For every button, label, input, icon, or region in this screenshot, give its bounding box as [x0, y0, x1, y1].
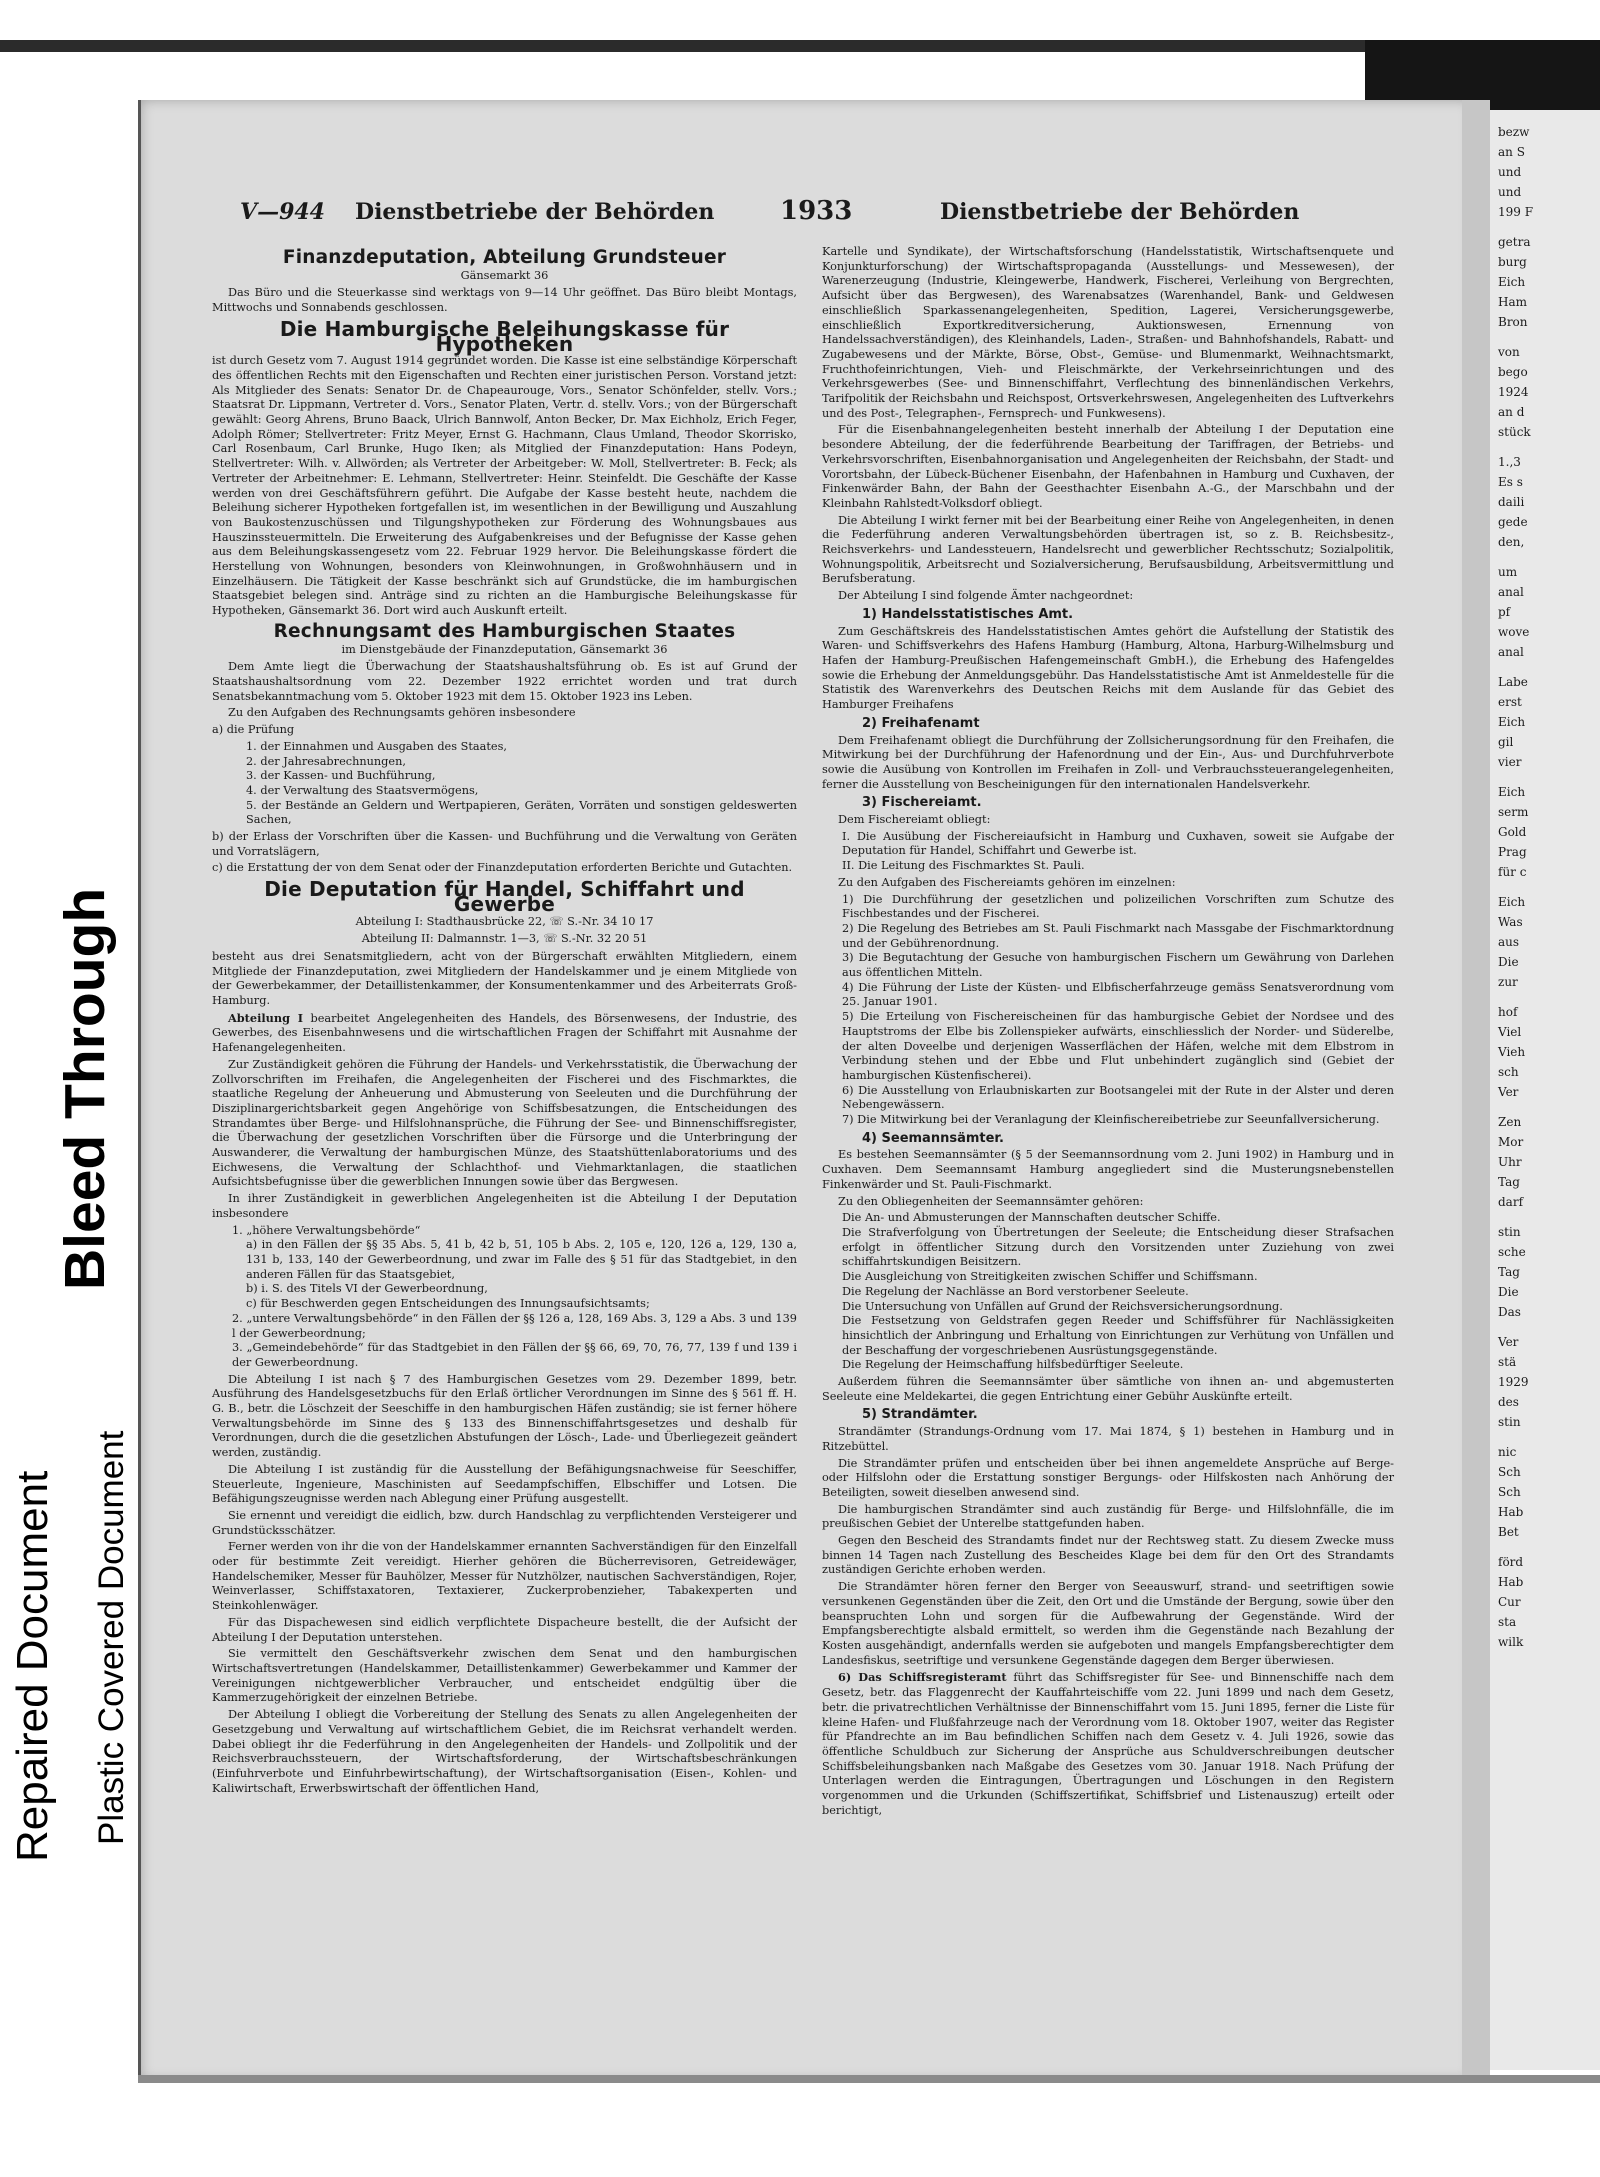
list-item: 3) Die Begutachtung der Gesuche von hamburgischen Fischern um Gewährung von Darlehen aus öffentlichen Mitteln.	[842, 951, 1394, 980]
section-address: im Dienstgebäude der Finanzdeputation, Gänsemarkt 36	[341, 642, 668, 656]
list-item: 5. der Bestände an Geldern und Wertpapieren, Geräten, Vorräten und sonstigen geldeswerten Sachen,	[246, 798, 797, 827]
facing-page-fragment-line: Hab	[1498, 1575, 1524, 1589]
facing-page-fragment-line: 199 F	[1498, 205, 1534, 219]
facing-page-fragment-line: pf	[1498, 605, 1511, 619]
facing-page-fragment-line: Das	[1498, 1305, 1521, 1319]
list-item: Die Regelung der Nachlässe an Bord verstorbener Seeleute.	[842, 1284, 1189, 1298]
office-heading: 1) Handelsstatistisches Amt.	[862, 606, 1074, 622]
facing-page-fragment-line: Prag	[1498, 845, 1527, 859]
list-item: 3. der Kassen- und Buchführung,	[246, 769, 436, 783]
facing-page-fragment-line: Was	[1498, 915, 1523, 929]
facing-page-fragment-line: von	[1498, 345, 1520, 359]
list-item: a) in den Fällen der §§ 35 Abs. 5, 41 b, 42 b, 51, 105 b Abs. 2, 105 e, 120, 126 a, 129, 130 a, 131 b, 133, 140 der Gewerbeordnung, und zwar im Falle des § 51 für das Stadtgebiet, in den anderen Fällen für das Staatsgebiet,	[246, 1238, 797, 1281]
list-item: c) für Beschwerden gegen Entscheidungen des Innungsaufsichtsamts;	[246, 1297, 650, 1311]
list-item: 2. „untere Verwaltungsbehörde“ in den Fällen der §§ 126 a, 128, 169 Abs. 3, 129 a Abs. 3 und 139 l der Gewerbeordnung;	[232, 1311, 797, 1340]
facing-page-fragment-line: Cur	[1498, 1595, 1521, 1609]
facing-page-fragment-line: 1929	[1498, 1375, 1529, 1389]
paragraph: Dem Fischereiamt obliegt:	[838, 813, 991, 827]
inline-heading: 6) Das Schiffsregisteramt	[838, 1670, 1007, 1685]
paragraph	[212, 1011, 797, 1056]
paragraph: Zu den Aufgaben des Rechnungsamts gehören insbesondere	[228, 706, 576, 720]
facing-page-fragment-line: Eich	[1498, 715, 1526, 729]
list-heading: a) die Prüfung	[212, 723, 295, 737]
paragraph: Strandämter (Strandungs-Ordnung vom 17. Mai 1874, § 1) bestehen in Hamburg und in Ritzebüttel.	[822, 1425, 1394, 1453]
facing-page-fragment-line: gil	[1498, 735, 1514, 749]
facing-page-fragment-line: stin	[1498, 1225, 1521, 1239]
section-address: Abteilung I: Stadthausbrücke 22, ☏ S.-Nr. 34 10 17	[355, 914, 654, 928]
office-heading: 5) Strandämter.	[862, 1407, 978, 1423]
scan-edge	[0, 40, 1600, 52]
paragraph: besteht aus drei Senatsmitgliedern, acht von der Bürgerschaft erwählten Mitgliedern, einem Mitgliede der Finanzdeputation, zwei Mitgliedern der Handelskammer und je einem Mitgliede von der Gewerbekammer, der Detaillistenkammer, der Konsumentenkammer und des Arbeiterrats Groß-Hamburg.	[212, 949, 797, 1008]
office-heading: 4) Seemannsämter.	[862, 1130, 1004, 1146]
facing-page-fragment-line: Sch	[1498, 1465, 1521, 1479]
facing-page-fragment-line: 1924	[1498, 385, 1529, 399]
facing-page-fragment-line: Eich	[1498, 895, 1526, 909]
facing-page-fragment	[1490, 110, 1600, 2070]
paragraph: Die hamburgischen Strandämter sind auch zuständig für Berge- und Hilfslohnfälle, die im preußischen Gebiet der Unterelbe stattgefunden haben.	[822, 1502, 1394, 1531]
paragraph: Zu den Aufgaben des Fischereiamts gehören im einzelnen:	[838, 875, 1176, 889]
facing-page-fragment-line: stä	[1498, 1355, 1517, 1369]
facing-page-fragment-line: wove	[1498, 625, 1530, 639]
list-item: Die Strafverfolgung von Übertretungen der Seeleute; die Entscheidung dieser Strafsachen erfolgt in öffentlicher Sitzung durch den Vorsitzenden unter Zuziehung von zwei schiffahrtskundigen Beisitzern.	[842, 1226, 1394, 1269]
list-item: 2) Die Regelung des Betriebes am St. Pauli Fischmarkt nach Massgabe der Fischmarktordnung und der Gebührenordnung.	[842, 921, 1394, 950]
facing-page-fragment-line: nic	[1498, 1445, 1517, 1459]
paragraph: Außerdem führen die Seemannsämter über sämtliche von ihnen an- und abgemusterten Seeleute eine Meldekartei, die gegen Entrichtung einer Gebühr Auskünfte erteilt.	[822, 1375, 1394, 1403]
facing-page-fragment-line: Ham	[1498, 295, 1527, 309]
facing-page-fragment-line: Zen	[1498, 1115, 1522, 1129]
facing-page-fragment-line: an S	[1498, 145, 1525, 159]
paragraph: Die Strandämter prüfen und entscheiden über bei ihnen angemeldete Ansprüche auf Berge- oder Hilfslohn oder die Erstattung sonstiger Bergungs- oder Hilfskosten nach Anhörung der Beteiligten, soweit dieselben anwesend sind.	[822, 1456, 1394, 1499]
header-year: 1933	[780, 196, 853, 226]
facing-page-fragment-line: zur	[1498, 975, 1518, 989]
paragraph-text: führt das Schiffsregister für See- und Binnenschiffe nach dem Gesetz, betr. das Flaggenrecht der Kauffahrteischiffe vom 22. Juni 1899 und nach dem Gesetz, betr. die privatrechtlichen Verhältnisse der Binnenschiffahrt vom 15. Juni 1895, ferner die Liste für kleine Hafen- und Flußfahrzeuge nach der Verordnung vom 18. Oktober 1907, weiter das Register für Pfandrechte an im Bau befindlichen Schiffen nach dem Gesetz v. 4. Juli 1926, sowie das öffentliche Schuldbuch zur Sicherung der Ansprüche aus Schuldverschreibungen deutscher Schiffsbeleihungsbanken nach Maßgabe des Gesetzes vom 30. Januar 1918. Nach Prüfung der Unterlagen werden die Eintragungen, Übertragungen und Löschungen in den Registern vorgenommen und die Urkunden (Schiffszertifikat, Schiffsbrief und Listenauszug) erteilt oder berichtigt,	[822, 1671, 1394, 1817]
facing-page-fragment-line: bezw	[1498, 125, 1530, 139]
facing-page-fragment-line: daili	[1498, 495, 1525, 509]
list-item: Die Festsetzung von Geldstrafen gegen Reeder und Schiffsführer für Nachlässigkeiten hinsichtlich der Anbringung und Erhaltung von Einrichtungen zur Verhütung von Unfällen und der Beschaffung der vorgeschriebenen Ausrüstungsgegenstände.	[842, 1314, 1394, 1357]
audit-list	[212, 740, 797, 828]
book-gutter	[1462, 100, 1490, 2080]
paragraph: Ferner werden von ihr die von der Handelskammer ernannten Sachverständigen für den Einzelfall oder für bestimmte Zeit vereidigt. Hierher gehören die Bücherrevisoren, Getreidewäger, Handelschemiker, Messer für Bauhölzer, Messer für Nutzhölzer, nautischen Sachverständigen, Rojer, Weinverlasser, Schiffstaxatoren, Textaxierer, Zuckerprobenzieher, Tabakexperten und Steinkohlenwäger.	[212, 1540, 797, 1613]
paragraph: ist durch Gesetz vom 7. August 1914 gegründet worden. Die Kasse ist eine selbständige Körperschaft des öffentlichen Rechts mit den Eigenschaften und Rechten einer juristischen Person. Vorstand jetzt: Als Mitglieder des Senats: Senator Dr. de Chapeaurouge, Vors., Senator Schönfelder, stellv. Vors.; Staatsrat Dr. Lippmann, Vertreter d. Vors., Senator Platen, Vertr. d. stellv. Vors.; von der Bürgerschaft gewählt: Georg Ahrens, Bruno Baack, Ulrich Bannwolf, Anton Becker, Dr. Max Eichholz, Erich Feger, Adolph Römer; Stellvertreter: Fritz Meyer, Ernst G. Hachmann, Claus Umland, Theodor Skorrisko, Carl Rosenbaum, Carl Brunke, Hugo Iken; als Mitglied der Finanzdeputation: Hans Podeyn, Stellvertreter: Wilh. v. Allwörden; als Vertreter der Arbeitgeber: W. Moll, Stellvertreter: B. Feck; als Vertreter der Arbeitnehmer: E. Lehmann, Stellvertreter: Heinr. Steinfeldt. Die Geschäfte der Kasse werden von drei Geschäftsführern geführt. Die Aufgabe der Kasse besteht heute, nachdem die Beleihung sicherer Hypotheken fortgefallen ist, im wesentlichen in der Bewilligung und Auszahlung von Baukostenzuschüssen und Tilgungshypotheken zur Förderung des Wohnungsbaues aus Hauszinssteuermitteln. Die Erweiterung des Aufgabenkreises und der Befugnisse der Kasse gehen aus dem Beleihungskassengesetz vom 22. Februar 1929 hervor. Die Beleihungskasse fördert die Herstellung von Wohnungen, besonders von Kleinwohnungen, in Großwohnhäusern und in Einzelhäusern. Die Tätigkeit der Kasse beschränkt sich auf Grundstücke, die im hamburgischen Staatsgebiet belegen sind. Anträge sind zu richten an die Hamburgische Beleihungskasse für Hypotheken, Gänsemarkt 36. Dort wird auch Auskunft erteilt.	[212, 354, 797, 618]
list-item: 1. der Einnahmen und Ausgaben des Staates,	[246, 739, 507, 753]
paragraph: Zu den Obliegenheiten der Seemannsämter gehören:	[838, 1194, 1144, 1208]
list-item: b) i. S. des Titels VI der Gewerbeordnung,	[246, 1282, 488, 1296]
list-item: 7) Die Mitwirkung bei der Veranlagung der Kleinfischereibetriebe zur Seeunfallversicherung.	[842, 1113, 1380, 1127]
right-column	[822, 245, 1394, 1820]
section-title: Die Deputation für Handel, Schiffahrt und Gewerbe	[264, 877, 745, 916]
paragraph: Die Strandämter hören ferner den Berger von Seeauswurf, strand- und seetriftigen sowie versunkenen Gegenständen über die Zeit, den Ort und die Umstände der Bergung, sowie über den beanspruchten Lohn und sorgen für die Aufbewahrung der Gegenstände. Wird der Empfangsberechtigte alsbald ermittelt, so werden ihm die Gegenstände nach Bezahlung der Kosten ausgehändigt, andernfalls werden sie aufgeboten und mangels Empfangsberechtigter dem Landesfiskus, seetriftige und versunkene Gegenstände dagegen dem Berger überwiesen.	[822, 1580, 1394, 1667]
paragraph: Das Büro und die Steuerkasse sind werktags von 9—14 Uhr geöffnet. Das Büro bleibt Montags, Mittwochs und Sonnabends geschlossen.	[212, 286, 797, 315]
fishery-tasks-list	[822, 893, 1394, 1128]
list-item: Die Ausgleichung von Streitigkeiten zwischen Schiffer und Schiffsmann.	[842, 1270, 1258, 1284]
paragraph: Zum Geschäftskreis des Handelsstatistischen Amtes gehört die Aufstellung der Statistik des Waren- und Schiffsverkehrs des Hafens Hamburg (Hamburg, Altona, Harburg-Wilhelmsburg und Hafen der Hamburg-Preußischen Hafengemeinschaft GmbH.), die Erhebung des Hafengeldes sowie die Erhebung der Anmeldungsgebühr. Das Handelsstatistische Amt ist Anmeldestelle für die Statistik des Warenverkehrs des Deutschen Reichs mit dem Auslande für das Gebiet des Hamburger Freihafens	[822, 624, 1394, 712]
facing-page-fragment-line: anal	[1498, 585, 1524, 599]
list-item: 4) Die Führung der Liste der Küsten- und Elbfischerfahrzeuge gemäss Senatsverordnung vom 25. Januar 1901.	[842, 980, 1394, 1009]
authority-list	[212, 1224, 797, 1371]
facing-page-fragment-line: wilk	[1498, 1635, 1524, 1649]
list-item: b) der Erlass der Vorschriften über die Kassen- und Buchführung und die Verwaltung von Geräten und Vorratslägern,	[212, 830, 797, 858]
facing-page-fragment-line: Ver	[1498, 1335, 1519, 1349]
facing-page-fragment-line: burg	[1498, 255, 1527, 269]
facing-page-fragment-line: aus	[1498, 935, 1520, 949]
plastic-covered-label: Plastic Covered Document	[92, 1430, 131, 1845]
facing-page-fragment-line: getra	[1498, 235, 1531, 249]
paragraph: Gegen den Bescheid des Strandamts findet nur der Rechtsweg statt. Zu diesem Zwecke muss binnen 14 Tagen nach Zustellung des Bescheides Klage bei dem für den Ort des Strandamts zuständigen Gerichte erhoben werden.	[822, 1534, 1394, 1577]
inline-heading: Abteilung I	[228, 1010, 304, 1025]
facing-page-fragment-line: und	[1498, 185, 1522, 199]
section-title: Die Hamburgische Beleihungskasse für Hypotheken	[279, 316, 730, 356]
paragraph: Die Abteilung I ist nach § 7 des Hamburgischen Gesetzes vom 29. Dezember 1899, betr. Ausführung des Handelsgesetzbuchs für den Erlaß örtlicher Verordnungen im Sinne des § 561 ff. H. G. B., betr. die Löschzeit der Seeschiffe in den hamburgischen Häfen zuständig; sie ist ferner höhere Verwaltungsbehörde im Sinne des § 133 des Binnenschiffahrtsgesetzes und deshalb für Verordnungen, durch die die gesetzlichen Abstufungen der Lösch-, Lade- und Überliegezeit geändert werden, zuständig.	[212, 1372, 797, 1460]
running-header	[240, 196, 1400, 230]
paragraph: Dem Amte liegt die Überwachung der Staatshaushaltsführung ob. Es ist auf Grund der Staatshaushaltsordnung vom 22. Dezember 1922 errichtet worden und trat durch Senatsbekanntmachung vom 5. Oktober 1923 mit dem 15. Oktober 1923 ins Leben.	[212, 660, 797, 703]
facing-page-fragment-line: um	[1498, 565, 1518, 579]
facing-page-fragment-line: 1.,3	[1498, 455, 1521, 469]
facing-page-fragment-line: Gold	[1498, 825, 1527, 839]
facing-page-fragment-line: förd	[1498, 1555, 1524, 1569]
facing-page-fragment-line: Viel	[1498, 1025, 1522, 1039]
paragraph: Sie ernennt und vereidigt die eidlich, bzw. durch Handschlag zu verpflichtenden Versteigerer und Grundstücksschätzer.	[212, 1508, 797, 1537]
paragraph: Zur Zuständigkeit gehören die Führung der Handels- und Verkehrsstatistik, die Überwachung der Zollvorschriften im Freihafen, die Angelegenheiten der Fischerei und des Fischmarktes, die staatliche Regelung der Anheuerung und Abmusterung von Seeleuten und die Durchführung der Disziplinargerichtsbarkeit gegen Angehörige von Schiffsbesatzungen, die Entscheidungen des Strandamtes über Berge- und Hilfslohnansprüche, die Führung der See- und Binnenschiffsregister, die Überwachung der gesetzlichen Vorschriften über die Fürsorge und die Unterbringung der Auswanderer, die Verwaltung der hamburgischen Münze, des Staatshüttenlaboratoriums und des Eichwesens, die Verwaltung der Schlachthof- und Viehmarktanlagen, die staatlichen Aufsichtsbefugnisse über die gewerblichen Innungen sowie über das Bergwesen.	[212, 1057, 797, 1189]
list-item: 5) Die Erteilung von Fischereischeinen für das hamburgische Gebiet der Nordsee und des Hauptstroms der Elbe bis Zollenspieker aufwärts, einschliesslich der Norder- und Süderelbe, der alten Doveelbe und derjenigen Wasserflächen der Häfen, welche mit dem Elbstrom in Verbindung stehen und der Ebbe und Flut unbehindert zugänglich sind (Gebiet der hamburgischen Küstenfischerei).	[842, 1010, 1394, 1082]
facing-page-fragment-line: Es s	[1498, 475, 1523, 489]
paragraph: Der Abteilung I obliegt die Vorbereitung der Stellung des Senats zu allen Angelegenheiten der Gesetzgebung und Verwaltung auf wirtschaftlichem Gebiet, die im Reichsrat verhandelt werden. Dabei obliegt ihr die Federführung in den Angelegenheiten der Handels- und Zollpolitik und der Reichsverbrauchssteuern, der Wirtschaftsforderung, der Wirtschaftsbeschränkungen (Einfuhrverbote und Einfuhrbewirtschaftung), der Wirtschaftsorganisation (Eisen-, Kohlen- und Kaliwirtschaft, Erwerbswirtschaft der öffentlichen Hand,	[212, 1708, 797, 1795]
fishery-duties-list	[822, 830, 1394, 874]
facing-page-fragment-line: Bet	[1498, 1525, 1519, 1539]
facing-page-fragment-line: Eich	[1498, 785, 1526, 799]
paragraph: Für die Eisenbahnangelegenheiten besteht innerhalb der Abteilung I der Deputation eine besondere Abteilung, der die federführende Bearbeitung der Tariffragen, der Betriebs- und Verkehrsvorschriften, Eisenbahnorganisation und Angelegenheiten der Reichsbahn, der Stadt- und Vorortsbahn, der Lübeck-Büchener Eisenbahn, der Hafenbahnen in Hamburg und Cuxhaven, der Finkenwärder Bahn, der Bahn der Geesthachter Eisenbahn A.-G., der Marschbahn und der Kleinbahn Rahlstedt-Volksdorf obliegt.	[822, 423, 1394, 510]
list-item: 2. der Jahresabrechnungen,	[246, 754, 406, 768]
facing-page-fragment-line: des	[1498, 1395, 1519, 1409]
facing-page-fragment-line: Die	[1498, 955, 1519, 969]
paragraph: Für das Dispachewesen sind eidlich verpflichtete Dispacheure bestellt, die der Aufsicht der Abteilung I der Deputation unterstehen.	[212, 1615, 797, 1644]
section-title: Rechnungsamt des Hamburgischen Staates	[273, 620, 736, 642]
facing-page-fragment-line: sch	[1498, 1065, 1519, 1079]
section-title: Finanzdeputation, Abteilung Grundsteuer	[282, 247, 727, 268]
office-heading: 3) Fischereiamt.	[862, 795, 982, 811]
list-item: c) die Erstattung der von dem Senat oder der Finanzdeputation erforderten Berichte und Gutachten.	[212, 861, 793, 875]
facing-page-fragment-line: erst	[1498, 695, 1522, 709]
facing-page-fragment-line: Tag	[1498, 1175, 1520, 1189]
facing-page-fragment-line: bego	[1498, 365, 1528, 379]
paragraph: Der Abteilung I sind folgende Ämter nachgeordnet:	[838, 589, 1134, 603]
list-item: Die Regelung der Heimschaffung hilfsbedürftiger Seeleute.	[842, 1358, 1184, 1372]
paragraph: Die Abteilung I ist zuständig für die Ausstellung der Befähigungsnachweise für Seeschiffer, Steuerleute, Ingenieure, Maschinisten auf Seedampfschiffen, Elbschiffer und Lotsen. Die Befähigungszeugnisse werden nach Ablegung einer Prüfung ausgestellt.	[212, 1462, 797, 1506]
facing-page-fragment-line: sta	[1498, 1615, 1517, 1629]
paragraph: Die Abteilung I wirkt ferner mit bei der Bearbeitung einer Reihe von Angelegenheiten, in denen die Federführung anderen Verwaltungsbehörden übertragen ist, so z. B. Reichsbesitz-, Reichsverkehrs- und Landessteuern, Handelsrecht und gewerblicher Rechtsschutz; Sozialpolitik, Wohnungspolitik, Arbeitsrecht und Sozialversicherung, Berufsausbildung, Arbeitsvermittlung und Berufsberatung.	[822, 513, 1394, 586]
facing-page-fragment-line: Uhr	[1498, 1155, 1522, 1169]
facing-page-fragment-line: Mor	[1498, 1135, 1524, 1149]
facing-page-fragment-line: Die	[1498, 1285, 1519, 1299]
facing-page-fragment-line: Bron	[1498, 315, 1528, 329]
facing-page-fragment-line: gede	[1498, 515, 1528, 529]
paragraph	[822, 1670, 1394, 1818]
facing-page-fragment-line: und	[1498, 165, 1522, 179]
facing-page-fragment-line: Eich	[1498, 275, 1526, 289]
section-address: Abteilung II: Dalmannstr. 1—3, ☏ S.-Nr. 32 20 51	[361, 932, 648, 946]
facing-page-fragment-line: Sch	[1498, 1485, 1521, 1499]
facing-page-fragment-line: Vieh	[1498, 1045, 1526, 1059]
facing-page-fragment-line: sche	[1498, 1245, 1526, 1259]
page-number: V—944	[240, 199, 325, 225]
facing-page-fragment-line: Hab	[1498, 1505, 1524, 1519]
facing-page-fragment-line: Ver	[1498, 1085, 1519, 1099]
section-address: Gänsemarkt 36	[460, 268, 549, 282]
list-item: I. Die Ausübung der Fischereiaufsicht in Hamburg und Cuxhaven, soweit sie Aufgabe der Deputation für Handel, Schiffahrt und Gewerbe ist.	[842, 829, 1394, 858]
scan-bottom-edge	[138, 2075, 1600, 2083]
left-column	[212, 245, 797, 1798]
paragraph: Sie vermittelt den Geschäftsverkehr zwischen dem Senat und den hamburgischen Wirtschaftsvertretungen (Handelskammer, Detaillistenkammer) Gewerbekammer und Kammer der Vereinigungen nichtgewerblicher Verbraucher, und entscheidet endgültig über die Kammerzugehörigkeit der einzelnen Betriebe.	[212, 1647, 797, 1705]
facing-page-fragment-line: serm	[1498, 805, 1529, 819]
facing-page-fragment-line: darf	[1498, 1195, 1524, 1209]
facing-page-fragment-line: vier	[1498, 755, 1522, 769]
list-item: Die An- und Abmusterungen der Mannschaften deutscher Schiffe.	[842, 1211, 1221, 1225]
header-title-right: Dienstbetriebe der Behörden	[940, 199, 1300, 225]
paragraph-text: bearbeitet Angelegenheiten des Handels, des Börsenwesens, der Industrie, des Gewerbes, des Eisenbahnwesens und die wirtschaftlichen Fragen der Schiffahrt mit Ausnahme der Hafenangelegenheiten.	[212, 1011, 798, 1055]
list-item: 6) Die Ausstellung von Erlaubniskarten zur Bootsangelei mit der Rute in der Alster und deren Nebengewässern.	[842, 1083, 1394, 1112]
list-item: Die Untersuchung von Unfällen auf Grund der Reichsversicherungsordnung.	[842, 1299, 1283, 1313]
office-heading: 2) Freihafenamt	[862, 715, 980, 731]
paragraph: In ihrer Zuständigkeit in gewerblichen Angelegenheiten ist die Abteilung I der Deputation insbesondere	[212, 1192, 797, 1220]
list-item: 3. „Gemeindebehörde“ für das Stadtgebiet in den Fällen der §§ 66, 69, 70, 76, 77, 139 f und 139 i der Gewerbeordnung.	[232, 1341, 797, 1369]
facing-page-fragment-line: an d	[1498, 405, 1525, 419]
bleed-through-label: Bleed Through	[53, 887, 117, 1290]
repaired-document-label: Repaired Document	[8, 1470, 57, 1862]
paragraph: Dem Freihafenamt obliegt die Durchführung der Zollsicherungsordnung für den Freihafen, die Mitwirkung bei der Durchführung der Hafenordnung und der Ein-, Aus- und Durchfuhrverbote sowie die Ausübung von Kontrollen im Freihafen in Zoll- und Verbrauchssteuerangelegenheiten, ferner die Ausstellung von Bescheinigungen für den internationalen Handelsverkehr.	[822, 733, 1394, 791]
header-title-left: Dienstbetriebe der Behörden	[355, 199, 715, 225]
list-item: 1. „höhere Verwaltungsbehörde“	[232, 1223, 421, 1237]
facing-page-fragment-line: Labe	[1498, 675, 1528, 689]
seamen-duties-list	[822, 1211, 1394, 1373]
list-item: 1) Die Durchführung der gesetzlichen und polizeilichen Vorschriften zum Schutze des Fischbestandes und der Fischerei.	[842, 892, 1394, 921]
list-item: 4. der Verwaltung des Staatsvermögens,	[246, 783, 479, 797]
facing-page-fragment-line: hof	[1498, 1005, 1518, 1019]
facing-page-fragment-line: stück	[1498, 425, 1531, 439]
facing-page-fragment-line: den,	[1498, 535, 1525, 549]
paragraph: Kartelle und Syndikate), der Wirtschaftsforschung (Handelsstatistik, Wirtschaftsenquete und Konjunkturforschung) der Wirtschaftspropaganda (Ausstellungs- und Messewesen), der Warenerzeugung (Industrie, Kleingewerbe, Handwerk, Fischerei, Verleihung von Bergrechten, Aufsicht über das Bergwesen), des Warenabsatzes (Warenhandel, Bank- und Geldwesen einschließlich Sparkassenangelegenheiten, Spedition, Lagerei, Versicherungsgewerbe, einschließlich Exportkreditversicherung, Auktionswesen, Ernennung von Handelssachverständigen), des Kleinhandels, Laden-, Straßen- und Bahnhofshandels, Rabatt- und Zugabewesens und der Märkte, Börse, Obst-, Gemüse- und Blumenmarkt, Weihnachtsmarkt, Fruchthofeinrichtungen, Vieh- und Fleischmärkte, der Verkehrseinrichtungen und des Verkehrsgewerbes (See- und Binnenschiffahrt, Verflechtung des binnenländischen Verkehrs, Tarifpolitik der Reichsbahn und Reichspost, Ortsverkehrswesen, Angelegenheiten des Luftverkehrs und des Post-, Telegraphen-, Fernsprech- und Funkwesens).	[822, 245, 1394, 420]
paragraph: Es bestehen Seemannsämter (§ 5 der Seemannsordnung vom 2. Juni 1902) in Hamburg und in Cuxhaven. Dem Seemannsamt Hamburg angegliedert sind die Musterungsnebenstellen Finkenwärder und St. Pauli-Fischmarkt.	[822, 1148, 1394, 1191]
facing-page-fragment-line: für c	[1498, 865, 1527, 879]
list-item: II. Die Leitung des Fischmarktes St. Pauli.	[842, 859, 1085, 873]
facing-page-fragment-line: stin	[1498, 1415, 1521, 1429]
facing-page-fragment-line: anal	[1498, 645, 1524, 659]
facing-page-fragment-line: Tag	[1498, 1265, 1520, 1279]
